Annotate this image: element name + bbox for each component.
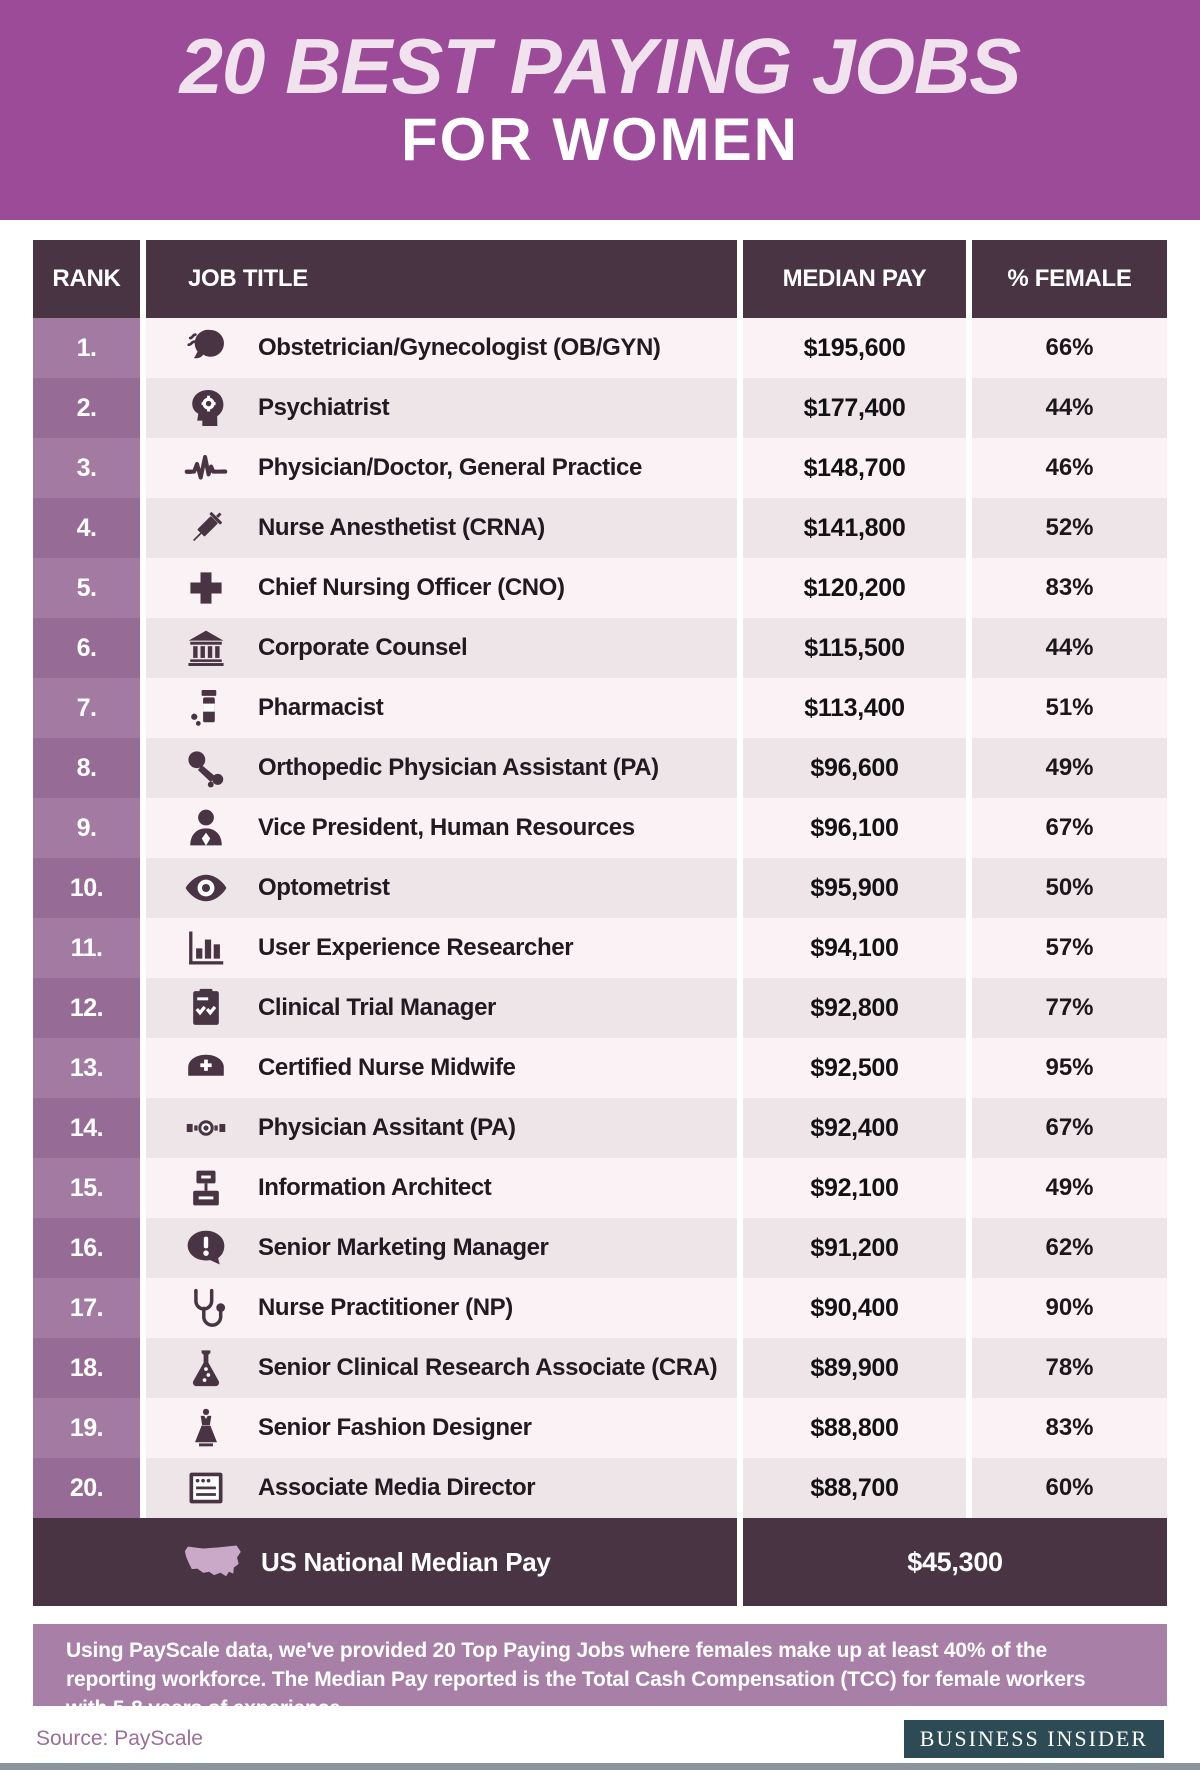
table-row <box>33 1278 1167 1338</box>
job-title-cell <box>146 318 737 378</box>
page-title: 20 BEST PAYING JOBS <box>179 22 1021 110</box>
job-title-label: Physician/Doctor, General Practice <box>258 454 642 481</box>
table-header-row <box>33 240 1167 318</box>
job-title-cell <box>146 738 737 798</box>
title-banner <box>0 0 1200 220</box>
job-title-label: Senior Marketing Manager <box>258 1234 549 1261</box>
job-title-label: User Experience Researcher <box>258 934 574 961</box>
table-row <box>33 738 1167 798</box>
table-row <box>33 918 1167 978</box>
us-median-row <box>33 1518 1167 1606</box>
job-title-cell <box>146 678 737 738</box>
median-pay-cell: $92,800 <box>743 978 966 1038</box>
job-title-label: Optometrist <box>258 874 390 901</box>
table-row <box>33 1038 1167 1098</box>
rank-cell: 15. <box>33 1158 140 1218</box>
pct-female-cell: 83% <box>972 1398 1167 1458</box>
table-row <box>33 618 1167 678</box>
table-row <box>33 1218 1167 1278</box>
table-row <box>33 1398 1167 1458</box>
rank-cell: 9. <box>33 798 140 858</box>
median-pay-cell: $88,800 <box>743 1398 966 1458</box>
us-median-label-cell <box>33 1518 737 1606</box>
header-median-pay: MEDIAN PAY <box>743 240 966 318</box>
job-title-cell <box>146 1218 737 1278</box>
pct-female-cell: 46% <box>972 438 1167 498</box>
pct-female-cell: 44% <box>972 378 1167 438</box>
pct-female-cell: 67% <box>972 1098 1167 1158</box>
rank-cell: 12. <box>33 978 140 1038</box>
median-pay-cell: $94,100 <box>743 918 966 978</box>
sitemap-icon <box>182 1164 230 1212</box>
table-row <box>33 1098 1167 1158</box>
median-pay-cell: $92,400 <box>743 1098 966 1158</box>
job-title-label: Obstetrician/Gynecologist (OB/GYN) <box>258 334 661 361</box>
eye-icon <box>182 864 230 912</box>
table-row <box>33 978 1167 1038</box>
stethoscope-icon <box>182 1284 230 1332</box>
rank-cell: 6. <box>33 618 140 678</box>
pct-female-cell: 44% <box>972 618 1167 678</box>
pct-female-cell: 60% <box>972 1458 1167 1518</box>
pct-female-cell: 57% <box>972 918 1167 978</box>
pct-female-cell: 66% <box>972 318 1167 378</box>
pct-female-cell: 49% <box>972 1158 1167 1218</box>
source-credit: Source: PayScale <box>36 1727 203 1750</box>
job-title-cell <box>146 378 737 438</box>
job-title-label: Senior Clinical Research Associate (CRA) <box>258 1354 718 1381</box>
job-title-cell <box>146 1278 737 1338</box>
pct-female-cell: 62% <box>972 1218 1167 1278</box>
table-row <box>33 558 1167 618</box>
table-row <box>33 1158 1167 1218</box>
pct-female-cell: 90% <box>972 1278 1167 1338</box>
rank-cell: 11. <box>33 918 140 978</box>
footer <box>36 1720 1164 1758</box>
job-title-cell <box>146 918 737 978</box>
person-icon <box>182 804 230 852</box>
job-title-label: Chief Nursing Officer (CNO) <box>258 574 565 601</box>
median-pay-cell: $141,800 <box>743 498 966 558</box>
pct-female-cell: 95% <box>972 1038 1167 1098</box>
median-pay-cell: $96,600 <box>743 738 966 798</box>
rank-cell: 4. <box>33 498 140 558</box>
courthouse-icon <box>182 624 230 672</box>
table-row <box>33 1458 1167 1518</box>
job-title-cell <box>146 858 737 918</box>
table-row <box>33 438 1167 498</box>
rank-cell: 20. <box>33 1458 140 1518</box>
hip-joint-icon <box>182 744 230 792</box>
job-title-cell <box>146 1458 737 1518</box>
table-body <box>33 318 1167 1518</box>
pct-female-cell: 50% <box>972 858 1167 918</box>
rank-cell: 19. <box>33 1398 140 1458</box>
table-row <box>33 318 1167 378</box>
syringe-icon <box>182 504 230 552</box>
table-row <box>33 378 1167 438</box>
methodology-note: Using PayScale data, we've provided 20 Top Paying Jobs where females make up at least 40% of the reporting workforce. The Median Pay reported is the Total Cash Compensation (TCC) for female workers with 5-8 years of experience. <box>33 1624 1167 1706</box>
job-title-cell <box>146 1338 737 1398</box>
median-pay-cell: $92,500 <box>743 1038 966 1098</box>
pct-female-cell: 67% <box>972 798 1167 858</box>
pct-female-cell: 52% <box>972 498 1167 558</box>
jobs-table <box>33 240 1167 1606</box>
median-pay-cell: $120,200 <box>743 558 966 618</box>
job-title-label: Corporate Counsel <box>258 634 468 661</box>
business-insider-logo[interactable]: BUSINESS INSIDER <box>904 1720 1164 1758</box>
median-pay-cell: $91,200 <box>743 1218 966 1278</box>
rank-cell: 18. <box>33 1338 140 1398</box>
page-subtitle: FOR WOMEN <box>401 106 799 173</box>
rank-cell: 16. <box>33 1218 140 1278</box>
clipboard-check-icon <box>182 984 230 1032</box>
table-row <box>33 858 1167 918</box>
medical-cross-icon <box>182 564 230 612</box>
job-title-label: Nurse Anesthetist (CRNA) <box>258 514 545 541</box>
job-title-cell <box>146 798 737 858</box>
job-title-label: Pharmacist <box>258 694 384 721</box>
job-title-cell <box>146 558 737 618</box>
median-pay-cell: $90,400 <box>743 1278 966 1338</box>
job-title-cell <box>146 438 737 498</box>
rank-cell: 3. <box>33 438 140 498</box>
job-title-cell <box>146 1398 737 1458</box>
nurse-cap-icon <box>182 1044 230 1092</box>
table-row <box>33 1338 1167 1398</box>
job-title-label: Certified Nurse Midwife <box>258 1054 516 1081</box>
dress-icon <box>182 1404 230 1452</box>
rank-cell: 2. <box>33 378 140 438</box>
job-title-cell <box>146 1158 737 1218</box>
job-title-label: Clinical Trial Manager <box>258 994 496 1021</box>
median-pay-cell: $96,100 <box>743 798 966 858</box>
pct-female-cell: 83% <box>972 558 1167 618</box>
rank-cell: 8. <box>33 738 140 798</box>
job-title-label: Associate Media Director <box>258 1474 536 1501</box>
table-row <box>33 498 1167 558</box>
fetus-icon <box>182 324 230 372</box>
rank-cell: 13. <box>33 1038 140 1098</box>
pct-female-cell: 77% <box>972 978 1167 1038</box>
chat-exclamation-icon <box>182 1224 230 1272</box>
rank-cell: 10. <box>33 858 140 918</box>
pill-bottle-icon <box>182 684 230 732</box>
pa-badge-icon <box>182 1104 230 1152</box>
psychiatrist-head-gear-icon <box>182 384 230 432</box>
job-title-cell <box>146 1038 737 1098</box>
job-title-label: Vice President, Human Resources <box>258 814 635 841</box>
rank-cell: 1. <box>33 318 140 378</box>
job-title-label: Senior Fashion Designer <box>258 1414 532 1441</box>
job-title-cell <box>146 1098 737 1158</box>
bar-chart-icon <box>182 924 230 972</box>
median-pay-cell: $148,700 <box>743 438 966 498</box>
median-pay-cell: $92,100 <box>743 1158 966 1218</box>
media-board-icon <box>182 1464 230 1512</box>
rank-cell: 17. <box>33 1278 140 1338</box>
bottom-strip <box>0 1763 1200 1770</box>
job-title-label: Orthopedic Physician Assistant (PA) <box>258 754 659 781</box>
job-title-cell <box>146 498 737 558</box>
rank-cell: 5. <box>33 558 140 618</box>
median-pay-cell: $113,400 <box>743 678 966 738</box>
pct-female-cell: 49% <box>972 738 1167 798</box>
median-pay-cell: $95,900 <box>743 858 966 918</box>
job-title-label: Information Architect <box>258 1174 492 1201</box>
us-median-label: US National Median Pay <box>261 1546 551 1577</box>
us-map-icon <box>183 1542 245 1582</box>
rank-cell: 14. <box>33 1098 140 1158</box>
pct-female-cell: 51% <box>972 678 1167 738</box>
job-title-label: Physician Assitant (PA) <box>258 1114 516 1141</box>
median-pay-cell: $177,400 <box>743 378 966 438</box>
job-title-label: Nurse Practitioner (NP) <box>258 1294 513 1321</box>
heartbeat-icon <box>182 444 230 492</box>
pct-female-cell: 78% <box>972 1338 1167 1398</box>
header-rank: RANK <box>33 240 140 318</box>
median-pay-cell: $195,600 <box>743 318 966 378</box>
us-median-value: $45,300 <box>743 1518 1167 1606</box>
job-title-cell <box>146 618 737 678</box>
median-pay-cell: $89,900 <box>743 1338 966 1398</box>
median-pay-cell: $115,500 <box>743 618 966 678</box>
job-title-label: Psychiatrist <box>258 394 390 421</box>
flask-icon <box>182 1344 230 1392</box>
rank-cell: 7. <box>33 678 140 738</box>
table-row <box>33 678 1167 738</box>
table-row <box>33 798 1167 858</box>
header-pct-female: % FEMALE <box>972 240 1167 318</box>
header-job-title: JOB TITLE <box>146 240 737 318</box>
job-title-cell <box>146 978 737 1038</box>
median-pay-cell: $88,700 <box>743 1458 966 1518</box>
